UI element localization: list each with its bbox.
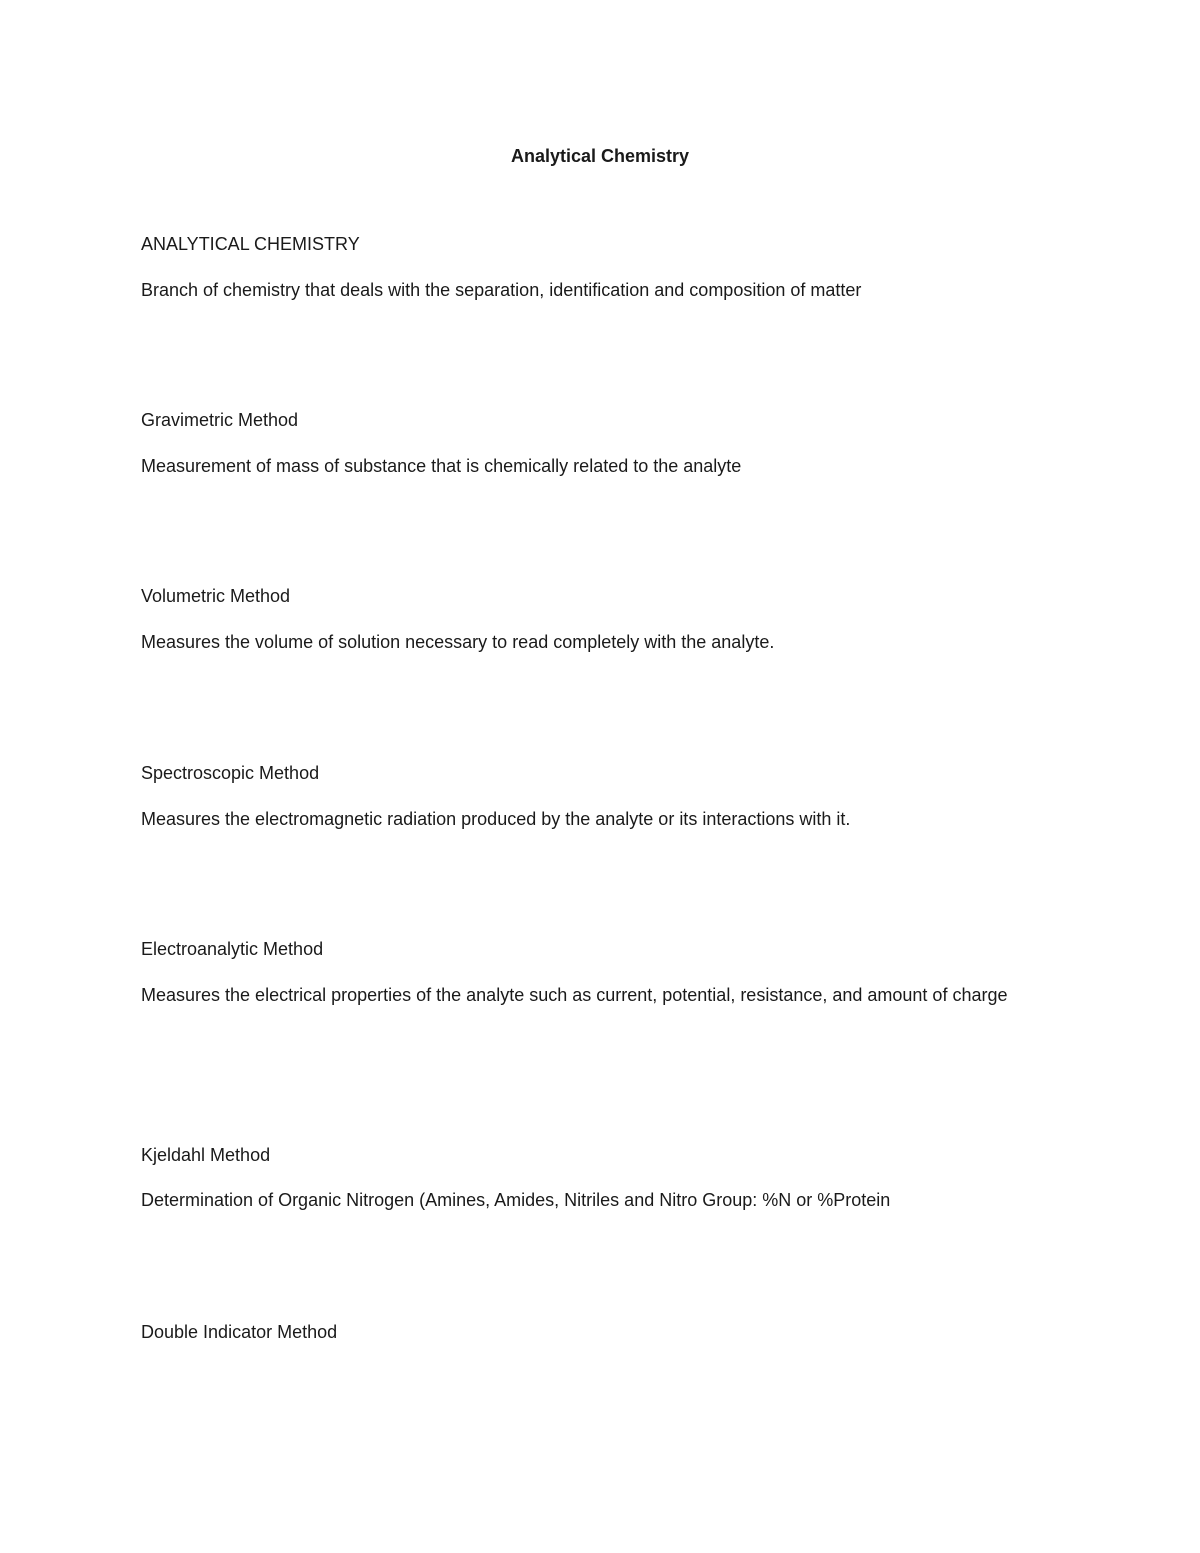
section-heading-gravimetric: Gravimetric Method — [141, 410, 299, 430]
section-body-analytical-chemistry: Branch of chemistry that deals with the separation, identification and composition of matter — [141, 280, 862, 300]
section-body-electroanalytic: Measures the electrical properties of the analyte such as current, potential, resistance, and amount of charge — [141, 985, 1008, 1005]
section-body-gravimetric: Measurement of mass of substance that is chemically related to the analyte — [141, 456, 742, 476]
section-heading-volumetric: Volumetric Method — [141, 586, 291, 606]
section-heading-kjeldahl: Kjeldahl Method — [141, 1145, 271, 1165]
document-title: Analytical Chemistry — [510, 146, 690, 166]
section-body-kjeldahl: Determination of Organic Nitrogen (Amines, Amides, Nitriles and Nitro Group: %N or %Protein — [141, 1190, 891, 1210]
section-heading-spectroscopic: Spectroscopic Method — [141, 763, 320, 783]
section-heading-analytical-chemistry: ANALYTICAL CHEMISTRY — [141, 234, 360, 254]
section-heading-double-indicator: Double Indicator Method — [141, 1322, 338, 1342]
section-heading-electroanalytic: Electroanalytic Method — [141, 939, 324, 959]
section-body-spectroscopic: Measures the electromagnetic radiation produced by the analyte or its interactions with it. — [141, 809, 851, 829]
section-body-volumetric: Measures the volume of solution necessary to read completely with the analyte. — [141, 632, 775, 652]
